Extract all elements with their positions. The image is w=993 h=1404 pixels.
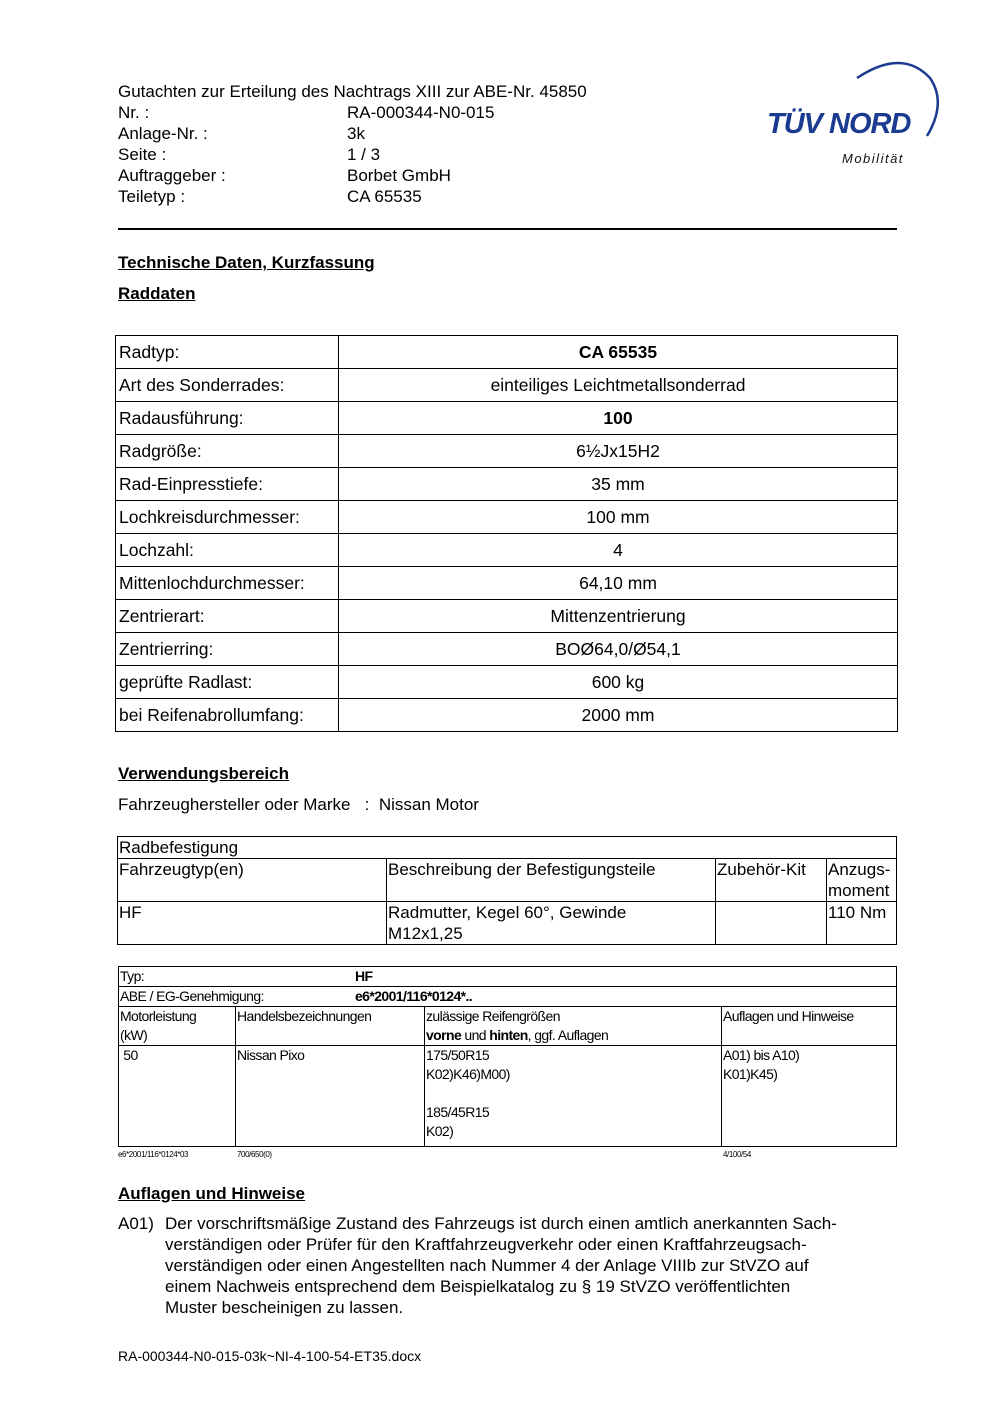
abe-value: e6*2001/116*0124*.. — [355, 988, 473, 1004]
tire-line: 175/50R15 — [426, 1047, 490, 1063]
table-row — [118, 837, 897, 859]
auflage-a01 — [118, 1213, 900, 1318]
document-header — [118, 81, 587, 207]
table-row — [116, 336, 898, 369]
table-cell-label: Mittenlochdurchmesser: — [116, 567, 339, 600]
abe-row — [119, 987, 897, 1007]
tire-line: K02)K46)M00) — [426, 1066, 510, 1082]
table-cell — [387, 902, 716, 945]
radbefestigung-title: Radbefestigung — [118, 837, 897, 859]
small-note: 700/650(0) — [237, 1150, 272, 1159]
column-header-line: (kW) — [120, 1027, 148, 1043]
header-row-seite — [118, 144, 587, 165]
table-cell-value: 600 kg — [339, 666, 898, 699]
table-cell-value: 64,10 mm — [339, 567, 898, 600]
column-header-line: Anzugs- — [828, 860, 891, 879]
typ-row — [119, 967, 897, 987]
table-cell: Nissan Pixo — [236, 1046, 425, 1147]
header-value: 1 / 3 — [347, 145, 381, 164]
table-cell — [716, 902, 827, 945]
header-row-nr — [118, 102, 587, 123]
abe-label: ABE / EG-Genehmigung: — [120, 988, 264, 1004]
small-note: 4/100/54 — [723, 1150, 751, 1159]
column-header-hinten: hinten — [489, 1027, 528, 1043]
tire-line: K02) — [426, 1123, 454, 1139]
auflage-code: A01) — [118, 1214, 154, 1233]
table-cell — [119, 1046, 236, 1147]
header-label: Seite : — [118, 145, 167, 164]
logo-wordmark: TÜV NORD — [767, 108, 911, 140]
header-label: Auftraggeber : — [118, 166, 226, 185]
table-header-row — [119, 1007, 897, 1046]
cell-line: M12x1,25 — [388, 924, 463, 943]
table-cell-value: 4 — [339, 534, 898, 567]
footer-filename: RA-000344-N0-015-03k~NI-4-100-54-ET35.docx — [118, 1348, 422, 1364]
table-cell-label: Lochkreisdurchmesser: — [116, 501, 339, 534]
column-header: Handelsbezeichnungen — [236, 1007, 425, 1046]
header-title: Gutachten zur Erteilung des Nachtrags XIII zur ABE-Nr. 45850 — [118, 82, 587, 101]
auflage-line: verständigen oder einen Angestellten nach Nummer 4 der Anlage VIIIb zur StVZO auf — [165, 1256, 809, 1275]
small-note: e6*2001/116*0124*03 — [118, 1150, 189, 1159]
table-cell-value: CA 65535 — [339, 336, 898, 369]
typ-label: Typ: — [120, 968, 145, 984]
table-cell-label: Zentrierring: — [116, 633, 339, 666]
table-cell-value: 35 mm — [339, 468, 898, 501]
table-row — [116, 468, 898, 501]
table-cell-value: 100 — [339, 402, 898, 435]
table-cell-label: Lochzahl: — [116, 534, 339, 567]
table-row — [116, 501, 898, 534]
table-row — [119, 967, 897, 987]
auflage-line: verständigen oder Prüfer für den Kraftfahrzeugverkehr oder einen Kraftfahrzeugsach- — [165, 1235, 807, 1254]
auflage-line: Der vorschriftsmäßige Zustand des Fahrzeugs ist durch einen amtlich anerkannten Sach- — [165, 1214, 837, 1233]
hinweis-line: K01)K45) — [723, 1066, 778, 1082]
column-header: Auflagen und Hinweise — [722, 1007, 897, 1046]
table-cell-value: 2000 mm — [339, 699, 898, 732]
column-header: Beschreibung der Befestigungsteile — [387, 859, 716, 902]
table-row — [116, 369, 898, 402]
header-row-auftraggeber — [118, 165, 587, 186]
table-cell-value: BOØ64,0/Ø54,1 — [339, 633, 898, 666]
table-cell — [722, 1046, 897, 1147]
column-header-line: zulässige Reifengrößen — [426, 1008, 560, 1024]
header-row-anlage — [118, 123, 587, 144]
table-row — [119, 1046, 897, 1147]
auflage-line: Muster bescheinigen zu lassen. — [165, 1298, 404, 1317]
header-row-teiletyp — [118, 186, 587, 207]
typ-table — [118, 966, 897, 1147]
table-row — [116, 567, 898, 600]
table-cell-value: einteiliges Leichtmetallsonderrad — [339, 369, 898, 402]
table-cell: 110 Nm — [827, 902, 897, 945]
header-divider — [118, 228, 897, 230]
header-value: Borbet GmbH — [347, 166, 451, 185]
column-header-rest: , ggf. Auflagen — [527, 1027, 609, 1043]
header-label: Teiletyp : — [118, 187, 186, 206]
table-cell-label: Rad-Einpresstiefe: — [116, 468, 339, 501]
table-cell-label: Radtyp: — [116, 336, 339, 369]
section-heading-technische-daten: Technische Daten, Kurzfassung — [118, 253, 375, 272]
table-cell — [425, 1046, 722, 1147]
table-row — [116, 666, 898, 699]
table-header-row — [118, 859, 897, 902]
column-header — [119, 1007, 236, 1046]
header-label: Nr. : — [118, 103, 150, 122]
column-header — [827, 859, 897, 902]
header-value: RA-000344-N0-015 — [347, 103, 495, 122]
logo-subtitle: Mobilität — [842, 151, 904, 166]
table-cell-label: Zentrierart: — [116, 600, 339, 633]
hersteller-separator: : — [364, 795, 370, 814]
auflage-line: einem Nachweis entsprechend dem Beispielkatalog zu § 19 StVZO veröffentlichten — [165, 1277, 791, 1296]
table-cell-label: Art des Sonderrades: — [116, 369, 339, 402]
table-cell-value: 100 mm — [339, 501, 898, 534]
auflage-text — [165, 1213, 900, 1318]
hersteller-line — [118, 795, 479, 815]
table-row — [116, 435, 898, 468]
column-header-vorne: vorne — [426, 1027, 462, 1043]
table-row — [116, 699, 898, 732]
header-value: CA 65535 — [347, 187, 422, 206]
table-row — [116, 600, 898, 633]
cell-line: Radmutter, Kegel 60°, Gewinde — [388, 903, 627, 922]
column-header-und: und — [461, 1027, 490, 1043]
table-cell-label: Radausführung: — [116, 402, 339, 435]
tire-line — [426, 1084, 720, 1103]
raddaten-table — [115, 335, 898, 732]
header-label: Anlage-Nr. : — [118, 124, 208, 143]
tire-line: 185/45R15 — [426, 1104, 490, 1120]
table-cell-value: Mittenzentrierung — [339, 600, 898, 633]
column-header: Fahrzeugtyp(en) — [118, 859, 387, 902]
hersteller-value: Nissan Motor — [378, 795, 479, 814]
table-cell-label: bei Reifenabrollumfang: — [116, 699, 339, 732]
section-heading-raddaten: Raddaten — [118, 284, 196, 303]
table-row — [116, 633, 898, 666]
hinweis-line: A01) bis A10) — [723, 1047, 800, 1063]
section-heading-verwendungsbereich: Verwendungsbereich — [118, 764, 289, 783]
column-header-line: Motorleistung — [120, 1008, 197, 1024]
header-value: 3k — [347, 124, 365, 143]
column-header-line: moment — [828, 881, 890, 900]
table-row — [116, 402, 898, 435]
radbefestigung-table — [117, 836, 897, 945]
column-header: Zubehör-Kit — [716, 859, 827, 902]
table-row — [116, 534, 898, 567]
table-row — [118, 902, 897, 945]
column-header — [425, 1007, 722, 1046]
table-cell-label: geprüfte Radlast: — [116, 666, 339, 699]
tuev-nord-logo — [762, 58, 942, 170]
table-row — [119, 987, 897, 1007]
table-cell-value: 6½Jx15H2 — [339, 435, 898, 468]
kw-value: 50 — [123, 1047, 138, 1063]
table-cell-label: Radgröße: — [116, 435, 339, 468]
typ-value: HF — [355, 968, 373, 984]
table-cell: HF — [118, 902, 387, 945]
section-heading-auflagen: Auflagen und Hinweise — [118, 1184, 306, 1203]
hersteller-label: Fahrzeughersteller oder Marke — [118, 795, 351, 814]
